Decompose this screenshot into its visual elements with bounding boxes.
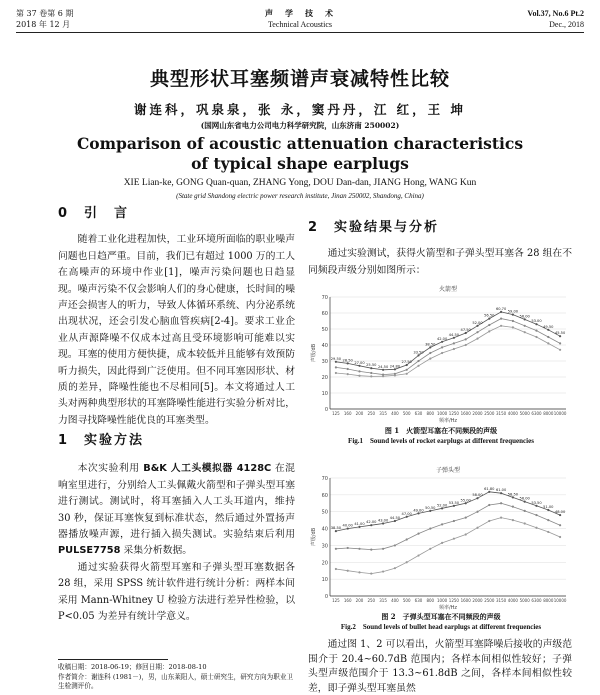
data-point-mean (524, 325, 526, 327)
x-tick-label: 5000 (519, 598, 530, 603)
affiliation-english: (State grid Shandong electric power research institute, Jinan 250002, Shandong, China) (176, 192, 424, 200)
data-point-mean (417, 360, 419, 362)
data-point-max (394, 368, 396, 370)
data-point-min (441, 352, 443, 354)
chart-title: 火箭型 (438, 286, 458, 293)
data-point-min (524, 331, 526, 333)
data-point-min (358, 375, 360, 377)
data-label: 55.00 (460, 498, 471, 503)
data-label: 28.50 (342, 358, 353, 363)
data-point-min (500, 517, 502, 519)
figure-1-chart (310, 283, 572, 423)
data-label: 27.50 (401, 360, 412, 364)
x-tick-label: 2000 (472, 598, 483, 603)
data-point-mean (453, 520, 455, 522)
x-tick-label: 5000 (519, 411, 530, 416)
x-tick-label: 800 (426, 598, 435, 603)
authors-english: XIE Lian-ke, GONG Quan-quan, ZHANG Yong, DOU Dan-dan, JIANG Hong, WANG Kun (123, 178, 477, 188)
data-point-mean (512, 506, 514, 508)
data-point-max (500, 492, 502, 494)
data-label: 61.00 (495, 488, 507, 493)
y-tick-label: 70 (321, 295, 328, 301)
data-point-min (488, 330, 490, 332)
data-point-min (358, 571, 360, 573)
data-point-min (394, 374, 396, 376)
header-rule (16, 32, 584, 33)
data-point-mean (535, 330, 537, 332)
data-point-max (417, 354, 419, 356)
data-point-min (417, 554, 419, 556)
x-tick-label: 1600 (460, 598, 471, 603)
data-label: 53.50 (448, 500, 460, 505)
data-point-mean (358, 548, 360, 550)
data-point-max (429, 346, 431, 348)
affiliation-chinese: (国网山东省电力公司电力科学研究院，山东济南 250002) (200, 121, 400, 130)
data-point-min (465, 344, 467, 346)
data-point-max (406, 364, 408, 366)
data-point-max (500, 311, 502, 313)
data-point-max (524, 318, 526, 320)
data-point-min (441, 542, 443, 544)
data-point-mean (547, 519, 549, 521)
section-results (308, 220, 572, 279)
data-point-min (429, 548, 431, 550)
data-label: 51.00 (543, 505, 554, 510)
x-tick-label: 1600 (460, 411, 471, 416)
data-point-mean (358, 370, 360, 372)
data-point-mean (347, 368, 349, 370)
data-label: 56.00 (519, 314, 530, 319)
data-point-min (547, 342, 549, 344)
data-point-max (535, 505, 537, 507)
figure-2-chart (310, 464, 572, 610)
x-tick-label: 3150 (496, 411, 507, 416)
data-point-mean (429, 527, 431, 529)
methods-paragraph-1: 本次实验利用 B&K 人工头模拟器 4128C 在混响室里进行，分别给人工头佩戴火箭型和子弹头型耳塞进行测试。测试时，将耳塞插入人工头耳道内，维持 30 秒，保证耳塞恢复到标准状态，然后通过外置扬声器播放噪声源，进行插入损失测试。实验结束后利用 PULSE7758 采集分析数据。 (58, 463, 295, 557)
data-point-min (347, 373, 349, 375)
x-tick-label: 200 (355, 598, 364, 603)
data-label: 58.00 (472, 493, 483, 498)
y-tick-label: 40 (321, 526, 328, 533)
results-analysis-paragraph: 通过图 1、2 可以看出，火箭型耳塞降噪后接收的声级范围介于 20.4~60.7dB 范围内；各样本间相似性较好；子弹头型声级范围介于 13.3~61.8dB 之间，各样本间相似性较差，即子弹头型耳塞虽然 (308, 639, 572, 694)
data-point-mean (500, 502, 502, 504)
data-point-min (370, 572, 372, 574)
data-label: 40.00 (342, 523, 353, 528)
data-label: 42.00 (366, 520, 377, 525)
data-label: 52.00 (436, 503, 448, 508)
volume-info: Vol.37, No.6 Pt.2 Dec., 2018 (527, 9, 584, 29)
y-tick-label: 30 (321, 359, 328, 365)
x-tick-label: 200 (355, 411, 364, 416)
data-point-max (453, 337, 455, 339)
x-axis-label: 频率/Hz (438, 418, 458, 423)
data-label: 24.80 (389, 364, 401, 369)
data-point-mean (370, 549, 372, 551)
data-point-max (429, 510, 431, 512)
results-intro-paragraph: 通过实验测试，获得火箭型和子弹头型耳塞各 28 组在不同频段声级分别如图所示： (308, 248, 572, 276)
data-point-mean (382, 548, 384, 550)
y-tick-label: 0 (324, 407, 328, 413)
data-point-mean (441, 346, 443, 348)
running-header (16, 6, 584, 32)
data-point-min (512, 519, 514, 521)
data-point-max (347, 527, 349, 529)
data-point-min (406, 373, 408, 375)
data-point-min (559, 349, 561, 351)
y-tick-label: 10 (321, 391, 328, 397)
data-point-mean (347, 547, 349, 549)
data-point-max (394, 520, 396, 522)
data-point-max (347, 362, 349, 364)
y-axis-label: 声级/dB (311, 527, 317, 547)
data-point-max (476, 325, 478, 327)
data-point-mean (394, 544, 396, 546)
x-tick-label: 1000 (437, 411, 448, 416)
data-point-max (547, 509, 549, 511)
data-point-max (370, 367, 372, 369)
y-tick-label: 50 (321, 509, 328, 516)
x-tick-label: 125 (332, 411, 340, 416)
x-tick-label: 250 (367, 598, 376, 603)
data-point-mean (465, 338, 467, 340)
data-label: 61.80 (484, 486, 495, 491)
data-point-min (512, 326, 514, 328)
data-label: 41.00 (354, 521, 365, 526)
x-tick-label: 10000 (553, 598, 567, 603)
data-point-mean (500, 318, 502, 320)
data-label: 49.50 (543, 324, 554, 329)
data-point-max (524, 501, 526, 503)
data-point-max (335, 361, 337, 363)
x-tick-label: 10000 (553, 411, 567, 416)
title-chinese: 典型形状耳塞频谱声衰减特性比较 (149, 68, 450, 90)
data-label: 43.00 (377, 518, 389, 523)
data-point-mean (335, 548, 337, 550)
introduction-paragraph: 随着工业化进程加快，工业环境所面临的职业噪声问题也日趋严重。目前，我们已有超过 1000 万的工人在高噪声的环境中作业[1]，噪声污染问题也日趋显现。噪声污染不仅会影响人们的身心健康，长时间的噪声还会损害人的听力，导致人体循环系统、内分泌系统出现状况，还会引发心脑血管疾病[2-4]。要求工业企业从声源降噪不仅成本过高且受环境影响可能难以实现。耳塞的使用方便快捷，成本较低并且能够有效预防听力损失，因此得到广泛使用。但不同耳塞因形状、材质的差异，降噪性能也不尽相同[5]。本文将通过人工头对两种典型形状的耳塞降噪性能进行实验分析对比，力图寻找降噪性能优良的耳塞类型。 (58, 234, 295, 426)
data-label: 53.00 (531, 319, 542, 324)
data-point-max (512, 314, 514, 316)
y-axis-label: 声级/dB (311, 343, 317, 363)
data-label: 53.50 (531, 500, 542, 505)
x-tick-label: 800 (426, 411, 435, 416)
data-point-max (406, 516, 408, 518)
data-point-min (347, 570, 349, 572)
data-point-max (547, 329, 549, 331)
x-tick-label: 500 (402, 598, 411, 603)
x-tick-label: 400 (391, 598, 399, 603)
x-tick-label: 4000 (507, 598, 518, 603)
x-tick-label: 6300 (531, 411, 542, 416)
data-point-min (535, 527, 537, 529)
data-point-max (358, 365, 360, 367)
data-label: 50.50 (425, 505, 436, 510)
x-tick-label: 2000 (472, 411, 483, 416)
data-point-mean (406, 369, 408, 371)
data-point-min (488, 520, 490, 522)
data-point-mean (429, 352, 431, 354)
data-label: 59.00 (507, 309, 519, 314)
y-tick-label: 30 (321, 543, 328, 550)
data-label: 44.50 (448, 332, 460, 337)
data-point-mean (547, 336, 549, 338)
journal-issue: 第 37 卷第 6 期 2018 年 12 月 (16, 9, 74, 29)
data-label: 38.50 (425, 342, 436, 347)
data-point-max (476, 497, 478, 499)
x-tick-label: 3150 (496, 598, 507, 603)
data-point-min (406, 561, 408, 563)
x-tick-label: 630 (414, 411, 423, 416)
x-tick-label: 1250 (448, 411, 459, 416)
data-point-min (429, 358, 431, 360)
data-point-max (488, 491, 490, 493)
data-label: 45.50 (554, 331, 566, 336)
data-point-mean (406, 538, 408, 540)
x-axis-label: 频率/Hz (438, 605, 458, 610)
figure-1-caption: 图 1 火箭型耳塞在不同频段的声级 Fig.1 Sound levels of rocket earplugs at different frequencies (348, 426, 534, 445)
data-label: 42.00 (436, 336, 448, 341)
data-point-min (465, 533, 467, 535)
data-label: 38.50 (330, 526, 342, 531)
section-heading-results: 2 实验结果与分析 (308, 220, 440, 235)
x-tick-label: 1250 (448, 598, 459, 603)
data-point-min (382, 375, 384, 377)
data-label: 25.50 (366, 363, 377, 368)
data-point-mean (417, 533, 419, 535)
data-point-max (535, 323, 537, 325)
x-tick-label: 500 (402, 411, 411, 416)
data-point-min (547, 531, 549, 533)
data-point-mean (535, 514, 537, 516)
data-point-min (524, 522, 526, 524)
data-label: 49.00 (413, 508, 424, 513)
footnote: 收稿日期：2018-06-19；修回日期：2018-08-10 作者简介：谢连科 (1981－)，男，山东莱阳人，硕士研究生，研究方向为职业卫生检测评价。 (58, 663, 294, 690)
data-point-mean (559, 342, 561, 344)
data-point-max (441, 507, 443, 509)
data-point-mean (524, 510, 526, 512)
data-point-max (441, 341, 443, 343)
section-methods (58, 433, 295, 625)
x-tick-label: 2500 (484, 598, 495, 603)
data-point-max (358, 526, 360, 528)
data-point-max (382, 522, 384, 524)
data-label: 48.00 (554, 510, 566, 515)
data-point-max (417, 512, 419, 514)
y-tick-label: 70 (321, 476, 328, 482)
x-tick-label: 160 (343, 411, 352, 416)
data-label: 33.50 (413, 350, 424, 355)
section-heading-methods: 1 实验方法 (58, 433, 145, 448)
data-point-min (417, 365, 419, 367)
authors-chinese: 谢连科，巩泉泉，张 永，窦丹丹，江 红，王 坤 (133, 102, 467, 117)
x-tick-label: 1000 (437, 598, 448, 603)
data-point-min (535, 336, 537, 338)
data-point-min (453, 348, 455, 350)
data-label: 58.50 (507, 492, 519, 497)
x-tick-label: 125 (332, 598, 340, 603)
data-point-mean (465, 517, 467, 519)
data-point-mean (559, 524, 561, 526)
data-label: 60.70 (495, 306, 507, 311)
title-english: Comparison of acoustic attenuation characteristics of typical shape earplugs (76, 134, 524, 173)
data-point-mean (476, 331, 478, 333)
data-point-min (382, 570, 384, 572)
data-point-max (382, 369, 384, 371)
x-tick-label: 630 (414, 598, 423, 603)
journal-name: 声 学 技 术 Technical Acoustics (265, 8, 335, 29)
x-tick-label: 400 (391, 411, 399, 416)
data-point-mean (335, 366, 337, 368)
data-point-min (476, 338, 478, 340)
y-tick-label: 20 (321, 375, 328, 381)
x-tick-label: 160 (343, 598, 352, 603)
data-point-mean (488, 324, 490, 326)
x-tick-label: 4000 (507, 411, 518, 416)
y-tick-label: 60 (321, 311, 328, 317)
data-point-mean (476, 511, 478, 513)
data-point-max (488, 318, 490, 320)
x-tick-label: 250 (367, 411, 376, 416)
methods-paragraph-2: 通过实验获得火箭型耳塞和子弹头型耳塞数据各 28 组，采用 SPSS 统计软件进行统计分析：两样本间采用 Mann-Whitney U 检验方法进行差异性检验，以 P<0.05 为差异有统计学意义。 (58, 561, 295, 623)
x-tick-label: 8000 (543, 598, 554, 603)
data-point-max (465, 502, 467, 504)
data-point-min (335, 372, 337, 374)
data-point-min (335, 568, 337, 570)
data-point-max (465, 332, 467, 334)
section-heading-introduction: 0 引 言 (58, 206, 130, 221)
data-label: 52.00 (472, 320, 483, 325)
data-label: 29.50 (330, 356, 342, 361)
y-tick-label: 0 (324, 594, 328, 600)
y-tick-label: 10 (321, 577, 328, 584)
data-point-mean (441, 523, 443, 525)
x-tick-label: 2500 (484, 411, 495, 416)
data-point-min (370, 375, 372, 377)
x-tick-label: 315 (379, 598, 387, 603)
data-point-mean (512, 320, 514, 322)
data-label: 47.00 (401, 511, 412, 516)
data-point-mean (453, 342, 455, 344)
data-point-max (335, 530, 337, 532)
data-point-mean (370, 372, 372, 374)
data-point-max (559, 335, 561, 337)
data-point-min (453, 538, 455, 540)
x-tick-label: 315 (379, 411, 387, 416)
data-label: 56.50 (484, 313, 495, 318)
data-point-min (559, 536, 561, 538)
data-label: 56.00 (519, 496, 530, 501)
data-point-min (500, 325, 502, 327)
data-point-max (453, 505, 455, 507)
data-point-mean (488, 504, 490, 506)
y-tick-label: 50 (321, 327, 328, 333)
y-tick-label: 20 (321, 560, 328, 567)
chart-title: 子弹头型 (435, 467, 461, 474)
x-tick-label: 8000 (543, 411, 554, 416)
y-tick-label: 40 (321, 343, 328, 349)
data-point-min (394, 567, 396, 569)
data-point-min (476, 527, 478, 529)
data-point-max (370, 524, 372, 526)
figure-2-caption: 图 2 子弹头型耳塞在不同频段的声级 Fig.2 Sound levels of bullet head earplugs at different frequencies (340, 612, 542, 631)
data-point-max (512, 496, 514, 498)
data-label: 44.50 (389, 515, 401, 520)
x-tick-label: 6300 (531, 598, 542, 603)
data-label: 27.00 (354, 360, 365, 365)
data-point-max (559, 514, 561, 516)
y-tick-label: 60 (321, 492, 328, 499)
data-label: 47.50 (460, 328, 471, 332)
section-introduction (58, 206, 295, 429)
data-label: 24.50 (377, 364, 389, 369)
footnote-rule (58, 659, 168, 660)
